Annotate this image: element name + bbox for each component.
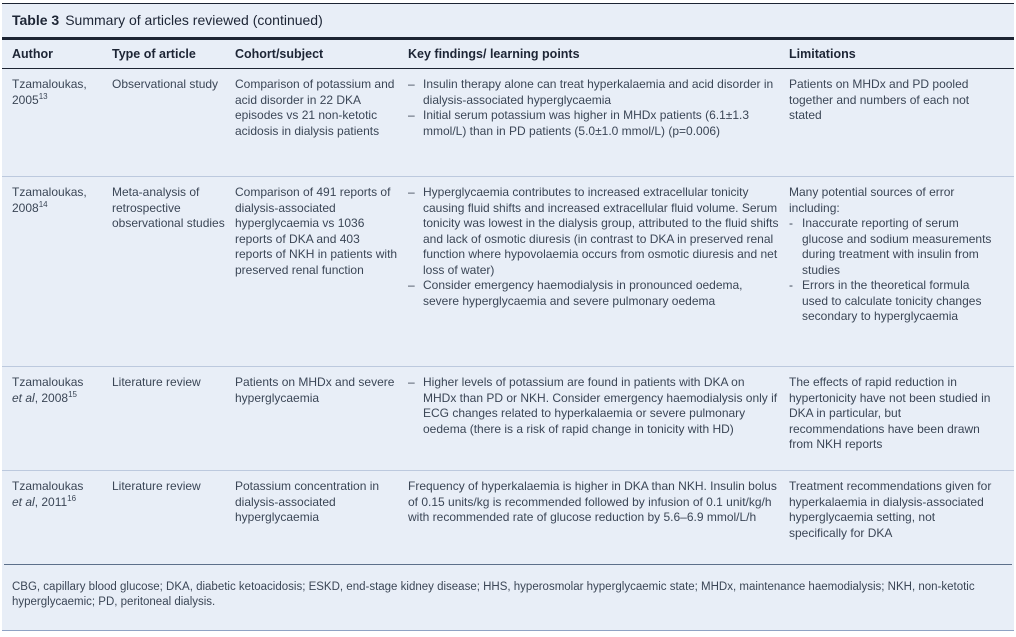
type-of-article-cell: Literature review — [112, 479, 201, 493]
finding-item — [408, 278, 781, 309]
key-findings-cell — [408, 69, 789, 176]
finding-text: Initial serum potassium was higher in MHDx patients (6.1±1.3 mmol/L) than in PD patients (5.0±1.0 mmol/L) (p=0.006) — [423, 108, 750, 138]
author-name: Tzamaloukas — [12, 479, 84, 493]
table-footnote: CBG, capillary blood glucose; DKA, diabetic ketoacidosis; ESKD, end-stage kidney disease; HHS, hyperosmolar hyperglycaemic state; MHDx, maintenance haemodialysis; NKH, non-ketotic hyperglycaemic; PD, peritoneal dialysis. — [12, 581, 975, 608]
table-row — [2, 470, 1014, 564]
finding-item — [408, 375, 781, 437]
table-body — [2, 69, 1014, 564]
limitations-intro: Many potential sources of error including: — [789, 185, 955, 215]
type-of-article-cell: Literature review — [112, 375, 201, 389]
author-cell — [12, 177, 112, 366]
limitation-item — [789, 216, 996, 278]
author-name: Tzamaloukas, — [12, 77, 87, 91]
finding-text: Higher levels of potassium are found in patients with DKA on MHDx than PD or NKH. Consider emergency haemodialysis only if ECG changes related to hyperkalaemia or severe pulmonary oedema (there is a risk of rapid change in tonicity with HD) — [423, 375, 778, 436]
author-name: Tzamaloukas, — [12, 185, 87, 199]
limitations-cell: Treatment recommendations given for hyperkalaemia in dialysis-associated hyperglycaemia setting, not specifically for DKA — [789, 479, 992, 540]
finding-text: Consider emergency haemodialysis in pronounced oedema, severe hyperglycaemia and severe pulmonary oedema — [423, 278, 743, 308]
table-title-text: Summary of articles reviewed (continued) — [65, 12, 323, 28]
table-row — [2, 176, 1014, 366]
column-header-type-of-article: Type of article — [112, 46, 196, 61]
table-row — [2, 366, 1014, 470]
table-header-row — [2, 40, 1014, 70]
reference-superscript: 16 — [67, 493, 77, 503]
table-title — [2, 4, 1014, 40]
type-of-article-cell: Meta-analysis of retrospective observational studies — [112, 185, 225, 230]
limitations-cell: The effects of rapid reduction in hypertonicity have not been studied in DKA in particular, but recommendations have been drawn from NKH reports — [789, 375, 991, 451]
author-etal: et al — [12, 390, 35, 405]
reference-superscript: 15 — [68, 389, 77, 399]
cohort-subject-cell: Comparison of potassium and acid disorder in 22 DKA episodes vs 21 non-ketotic acidosis in dialysis patients — [235, 77, 395, 138]
column-header-author: Author — [12, 46, 53, 61]
dash-bullet: – — [408, 185, 415, 199]
limitation-text: Inaccurate reporting of serum glucose and sodium measurements during treatment with insulin from studies — [802, 216, 992, 277]
dash-bullet: – — [408, 278, 415, 292]
table-title-label: Table 3 — [12, 12, 60, 28]
author-year: 2008 — [12, 200, 39, 215]
hyphen-bullet: - — [789, 278, 793, 292]
author-cell — [12, 471, 112, 564]
finding-item — [408, 77, 781, 108]
author-year: , 2011 — [34, 494, 68, 509]
author-cell — [12, 367, 112, 470]
limitation-text: Errors in the theoretical formula used to calculate tonicity changes secondary to hyperglycaemia — [802, 278, 982, 323]
finding-item — [408, 185, 781, 278]
author-etal: et al — [12, 494, 35, 509]
finding-text: Insulin therapy alone can treat hyperkalaemia and acid disorder in dialysis-associated hyperglycaemia — [423, 77, 774, 107]
cohort-subject-cell: Comparison of 491 reports of dialysis-associated hyperglycaemia vs 1036 reports of DKA and 403 reports of NKH in patients with preserved renal function — [235, 185, 398, 277]
cohort-subject-cell: Patients on MHDx and severe hyperglycaemia — [235, 375, 395, 405]
limitations-cell — [789, 177, 1004, 366]
author-year: , 2008 — [34, 390, 69, 405]
column-header-cohort-subject: Cohort/subject — [235, 46, 324, 61]
author-year: 2005 — [12, 92, 39, 107]
reference-superscript: 14 — [38, 199, 48, 209]
table-3-card — [2, 3, 1014, 631]
type-of-article-cell: Observational study — [112, 77, 219, 91]
column-header-limitations: Limitations — [789, 46, 856, 61]
author-cell — [12, 69, 112, 176]
table-row — [2, 69, 1014, 176]
column-header-key-findings: Key findings/ learning points — [408, 46, 580, 61]
limitation-item — [789, 278, 996, 325]
dash-bullet: – — [408, 375, 415, 389]
limitations-cell: Patients on MHDx and PD pooled together and numbers of each not stated — [789, 77, 970, 122]
author-name: Tzamaloukas — [12, 375, 84, 389]
dash-bullet: – — [408, 77, 415, 91]
finding-item — [408, 108, 781, 139]
reference-superscript: 13 — [38, 91, 48, 101]
finding-text: Hyperglycaemia contributes to increased extracellular tonicity causing fluid shifts and increased extracellular fluid volume. Serum tonicity was lowest in the dialysis group, attributed to the fluid shifts and lack of osmotic diuresis (in contrast to DKA in preserved renal function where hypovolaemia occurs from osmotic diuresis and net loss of water) — [423, 185, 779, 277]
cohort-subject-cell: Potassium concentration in dialysis-associated hyperglycaemia — [235, 479, 380, 524]
key-findings-cell: Frequency of hyperkalaemia is higher in DKA than NKH. Insulin bolus of 0.15 units/kg is recommended followed by infusion of 0.1 unit/kg/h with recommended rate of glucose reduction by 5.6–6.9 mmol/L/h — [408, 479, 777, 524]
key-findings-cell — [408, 177, 789, 366]
hyphen-bullet: - — [789, 216, 793, 230]
key-findings-cell — [408, 367, 789, 470]
dash-bullet: – — [408, 108, 415, 122]
